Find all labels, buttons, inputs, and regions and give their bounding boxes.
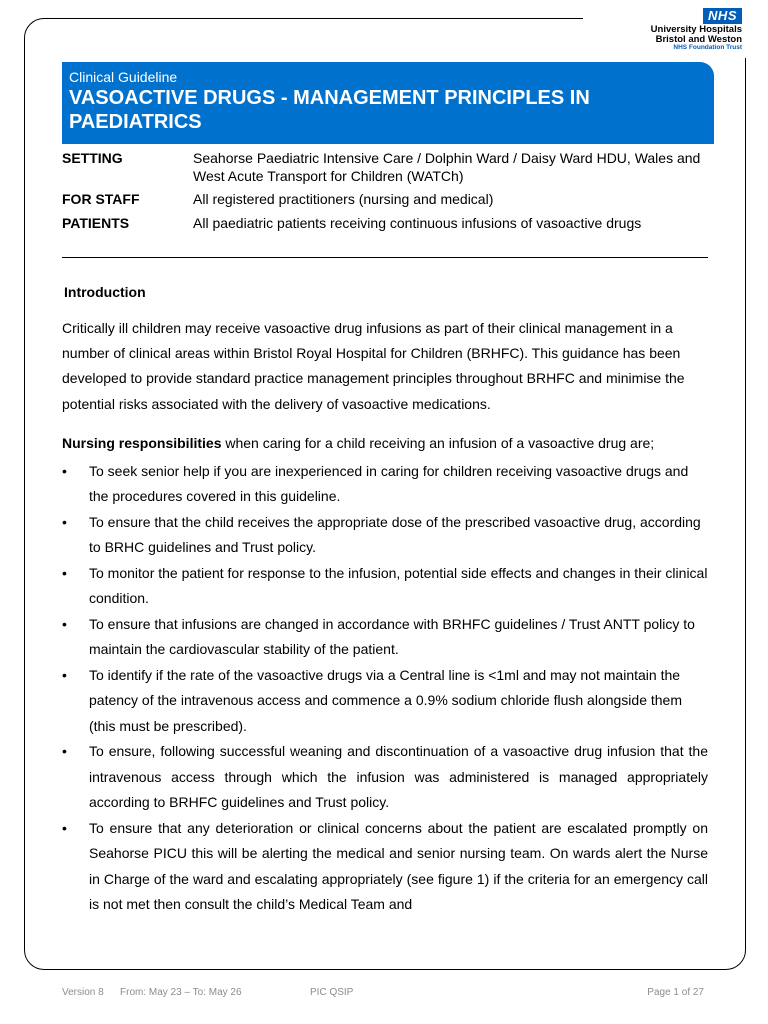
- list-item: • To monitor the patient for response to the infusion, potential side effects and changes in their clinical condition.: [62, 561, 708, 612]
- logo-line-1: University Hospitals: [650, 23, 742, 35]
- meta-row-patients: [62, 215, 722, 233]
- meta-value: Seahorse Paediatric Intensive Care / Dolphin Ward / Daisy Ward HDU, Wales and West Acute Transport for Children (WATCh): [193, 150, 701, 184]
- nursing-lead-rest: when caring for a child receiving an infusion of a vasoactive drug are;: [221, 434, 655, 451]
- footer-page-number: Page 1 of 27: [647, 987, 704, 998]
- meta-value: All registered practitioners (nursing and medical): [193, 191, 494, 207]
- meta-row-setting: [62, 150, 722, 185]
- logo-line-3: NHS Foundation Trust: [673, 43, 742, 51]
- list-item: • To ensure that any deterioration or clinical concerns about the patient are escalated promptly on Seahorse PICU this will be alerting the medical and senior nursing team. On wards alert the Nurse in Charge of the ward and escalating appropriately (see figure 1) if the criteria for an emergency call is not met then consult the child’s Medical Team and: [62, 816, 708, 918]
- meta-key: SETTING: [62, 150, 123, 166]
- meta-row-staff: [62, 191, 722, 209]
- list-item: • To ensure that infusions are changed in accordance with BRHFC guidelines / Trust ANTT policy to maintain the cardiovascular stability of the patient.: [62, 612, 708, 663]
- list-item: • To seek senior help if you are inexperienced in caring for children receiving vasoactive drugs and the procedures covered in this guideline.: [62, 459, 708, 510]
- nhs-logo: [651, 8, 742, 52]
- list-item: • To ensure, following successful weaning and discontinuation of a vasoactive drug infusion that the intravenous access through which the infusion was administered is managed appropriately according to BRHFC guidelines and Trust policy.: [62, 739, 708, 816]
- section-divider: [62, 257, 708, 258]
- footer-version: Version 8: [62, 987, 104, 998]
- nhs-logo-mark: NHS: [703, 8, 742, 24]
- introduction-heading: Introduction: [64, 284, 146, 300]
- meta-key: FOR STAFF: [62, 191, 140, 207]
- title-banner: [62, 62, 714, 144]
- meta-key: PATIENTS: [62, 214, 130, 231]
- footer-department: PIC QSIP: [310, 987, 354, 998]
- guideline-meta: [62, 150, 722, 238]
- main-content: [62, 284, 708, 918]
- meta-value: All paediatric patients receiving continuous infusions of vasoactive drugs: [193, 214, 642, 231]
- list-item: • To identify if the rate of the vasoactive drugs via a Central line is <1ml and may not maintain the patency of the intravenous access and commence a 0.9% sodium chloride flush alongside them (this must be prescribed).: [62, 663, 708, 740]
- nursing-lead: [62, 435, 708, 451]
- nursing-lead-bold: Nursing responsibilities: [62, 434, 222, 451]
- document-type: Clinical Guideline: [69, 69, 178, 85]
- nursing-list: [62, 459, 708, 918]
- footer-dates: From: May 23 – To: May 26: [120, 987, 242, 998]
- logo-line-2: Bristol and Weston: [655, 33, 742, 45]
- list-item: • To ensure that the child receives the appropriate dose of the prescribed vasoactive drug, according to BRHC guidelines and Trust policy.: [62, 510, 708, 561]
- introduction-text: Critically ill children may receive vasoactive drug infusions as part of their clinical management in a number of clinical areas within Bristol Royal Hospital for Children (BRHFC). This guidance has been developed to provide standard practice management principles throughout BRHFC and minimise the potential risks associated with the delivery of vasoactive medications.: [62, 320, 685, 412]
- document-title: VASOACTIVE DRUGS - MANAGEMENT PRINCIPLES IN PAEDIATRICS: [69, 87, 590, 133]
